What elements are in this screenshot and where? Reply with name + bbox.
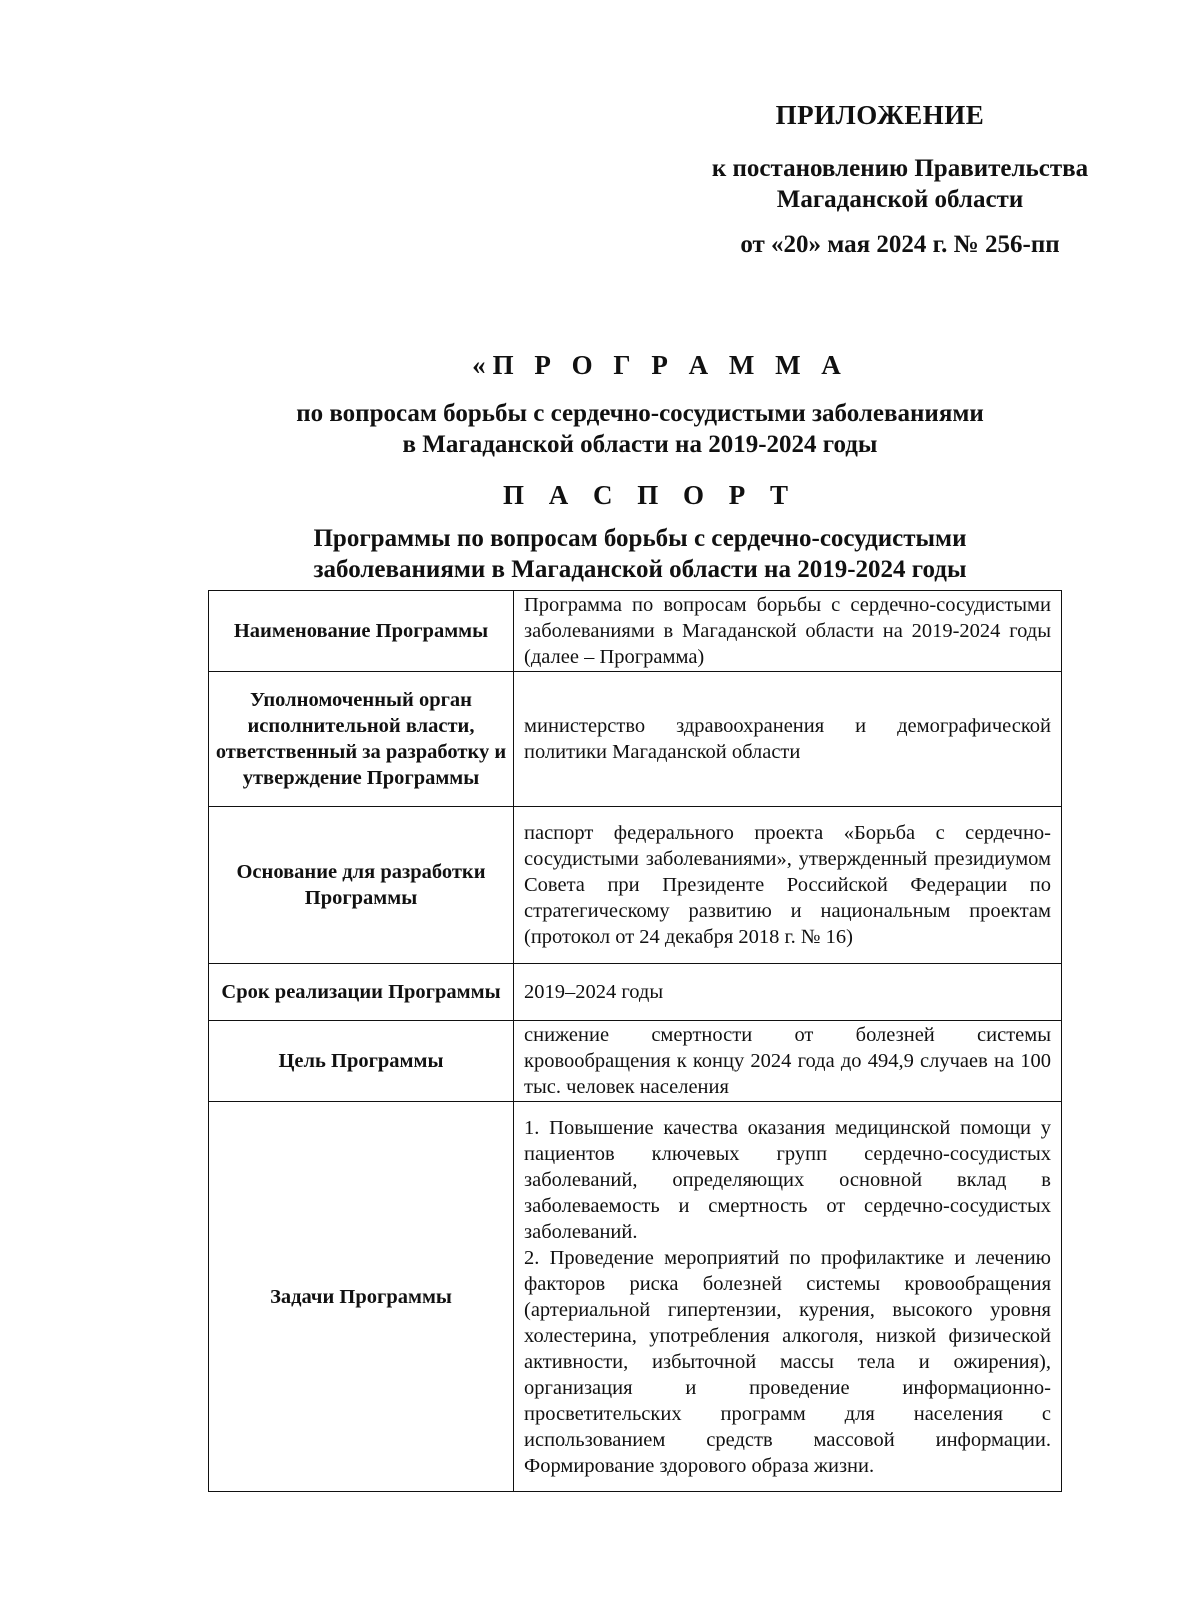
passport-table (208, 590, 1062, 1492)
row-value: Программа по вопросам борьбы с сердечно-сосудистыми заболеваниями в Магаданской области на 2019-2024 годы (далее – Программа) (514, 591, 1062, 672)
row-label: Цель Программы (209, 1021, 514, 1102)
table-row (209, 1102, 1062, 1492)
row-value: паспорт федерального проекта «Борьба с сердечно-сосудистыми заболеваниями», утвержденный президиумом Совета при Президенте Российской Федерации по стратегическому развитию и национальным проектам (протокол от 24 декабря 2018 г. № 16) (514, 807, 1062, 964)
row-value: снижение смертности от болезней системы кровообращения к концу 2024 года до 494,9 случаев на 100 тыс. человек населения (514, 1021, 1062, 1102)
table-row (209, 672, 1062, 807)
passport-subtitle-line2: заболеваниями в Магаданской области на 2019-2024 годы (313, 556, 967, 583)
row-label: Наименование Программы (209, 591, 514, 672)
row-label: Уполномоченный орган исполнительной власти, ответственный за разработку и утверждение Программы (209, 672, 514, 807)
passport-title: П А С П О Р Т (502, 480, 797, 510)
passport-subtitle-line1: Программы по вопросам борьбы с сердечно-сосудистыми (313, 525, 967, 552)
row-value (514, 1102, 1062, 1492)
task-paragraph-1: 1. Повышение качества оказания медицинской помощи у пациентов ключевых групп сердечно-сосудистых заболеваний, определяющих основной вклад в заболеваемость и смертность от сердечно-сосудистых заболеваний. (524, 1116, 1051, 1243)
row-label: Срок реализации Программы (209, 964, 514, 1021)
decree-reference-line1: к постановлению Правительства (711, 155, 1089, 182)
row-label: Основание для разработки Программы (209, 807, 514, 964)
appendix-title: ПРИЛОЖЕНИЕ (775, 100, 985, 130)
program-title: «П Р О Г Р А М М А (472, 350, 848, 380)
task-paragraph-2: 2. Проведение мероприятий по профилактике и лечению факторов риска болезней системы кровообращения (артериальной гипертензии, курения, высокого уровня холестерина, употребления алкоголя, низкой физической активности, избыточной массы тела и ожирения), организация и проведение информационно-просветительских программ для населения с использованием средств массовой информации. Формирование здорового образа жизни. (524, 1246, 1051, 1477)
row-value: министерство здравоохранения и демографической политики Магаданской области (514, 672, 1062, 807)
table-row (209, 591, 1062, 672)
program-subtitle-line1: по вопросам борьбы с сердечно-сосудистыми заболеваниями (296, 400, 984, 427)
appendix-header (660, 100, 1140, 260)
program-subtitle (0, 398, 1200, 460)
decree-date-number: от «20» мая 2024 г. № 256-пп (740, 231, 1060, 258)
passport-subtitle (0, 523, 1200, 585)
row-label: Задачи Программы (209, 1102, 514, 1492)
table-row (209, 807, 1062, 964)
decree-reference-line2: Магаданской области (776, 186, 1024, 213)
table-row (209, 1021, 1062, 1102)
row-value: 2019–2024 годы (514, 964, 1062, 1021)
program-subtitle-line2: в Магаданской области на 2019-2024 годы (402, 431, 878, 458)
table-row (209, 964, 1062, 1021)
